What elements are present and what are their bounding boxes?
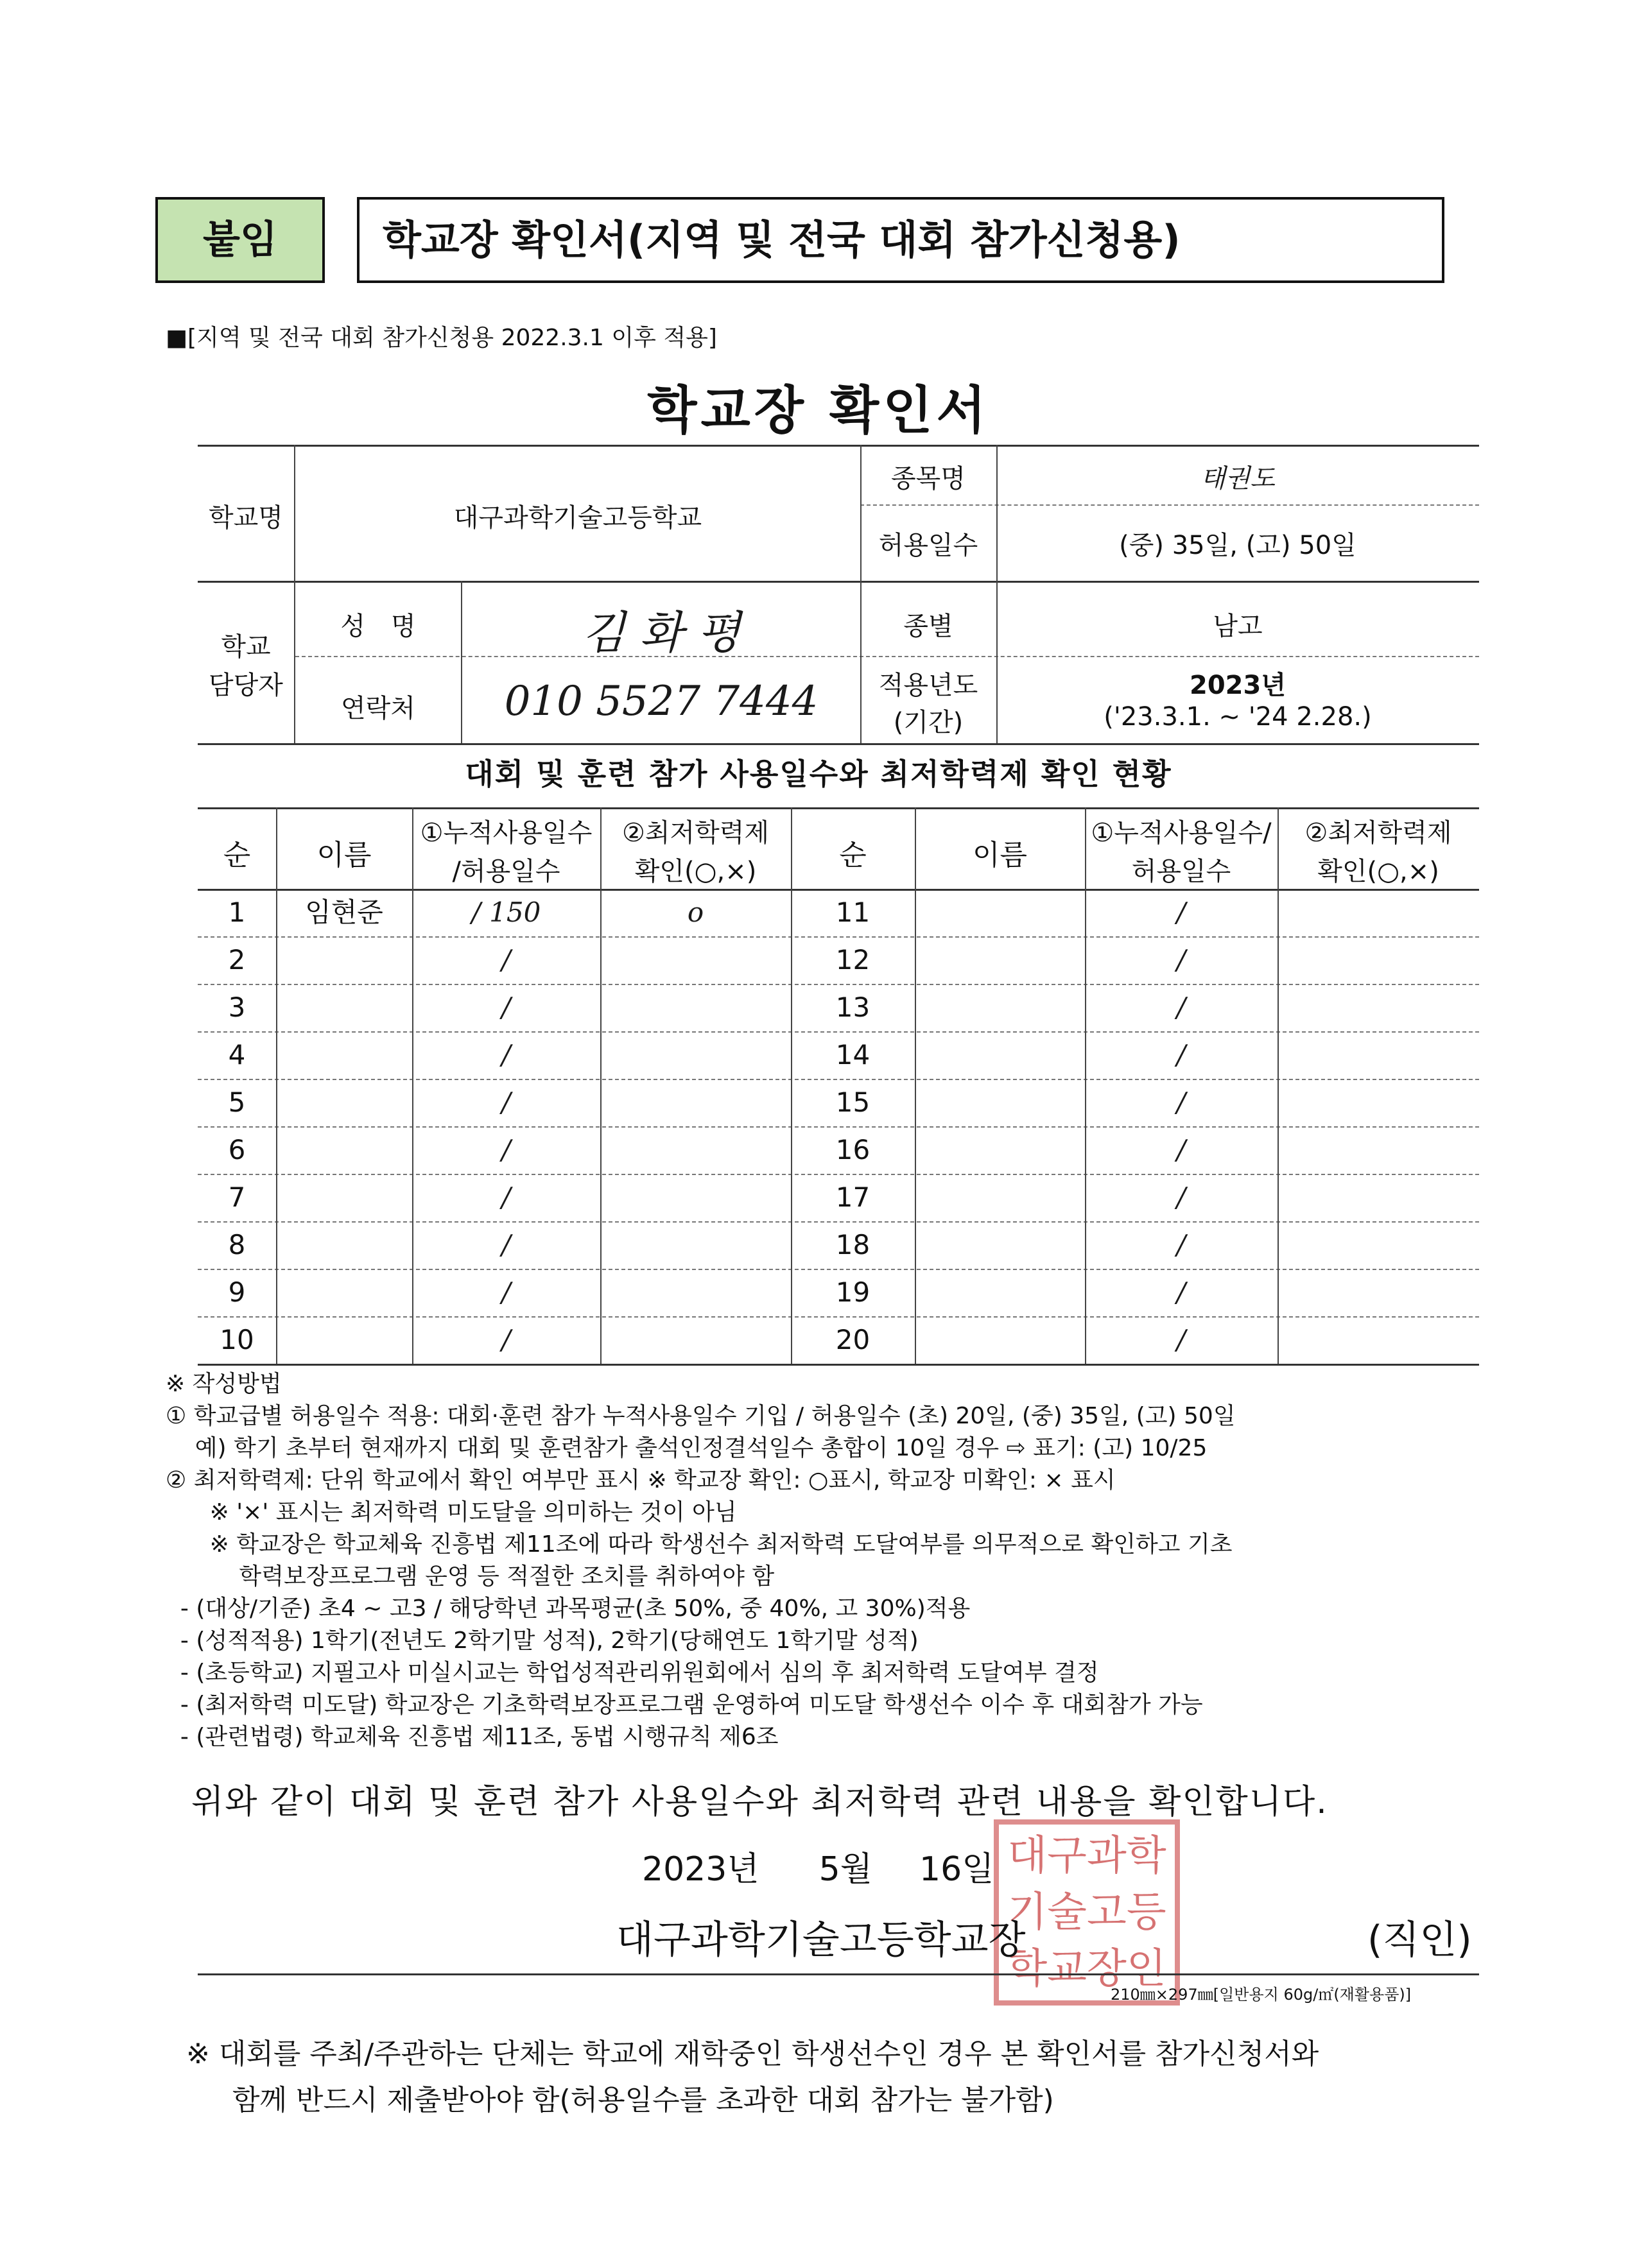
info-section-rule <box>198 581 1479 583</box>
header-seq-right: 순 <box>839 839 867 872</box>
signature-rule <box>198 1973 1479 1975</box>
table-cell-check <box>1278 889 1479 936</box>
table-cell-days: / <box>501 1229 511 1260</box>
table-cell-days: / <box>1176 992 1186 1023</box>
table-cell-name <box>915 1079 1085 1126</box>
header-days-left-2: /허용일수 <box>452 857 560 886</box>
table-cell-name <box>915 889 1085 936</box>
table-cell-check <box>1278 1079 1479 1126</box>
table-cell-seq: 5 <box>228 1087 246 1118</box>
signing-date <box>642 1842 994 1890</box>
table-cell-days: / 150 <box>471 897 541 928</box>
table-cell-name <box>915 1174 1085 1221</box>
table-cell-days: / <box>1176 1181 1186 1213</box>
table-cell-check <box>1278 984 1479 1031</box>
applied-period-value: ('23.3.1. ~ '24 2.28.) <box>1104 702 1372 732</box>
instruction-line: ※ '×' 표시는 최저학력 미도달을 의미하는 것이 아님 <box>166 1499 737 1525</box>
table-cell-days: / <box>501 992 511 1023</box>
seal-line: 학교장인 <box>1007 1945 1166 1993</box>
instruction-line: - (관련법령) 학교체육 진흥법 제11조, 동법 시행규칙 제6조 <box>166 1724 779 1750</box>
usage-section-title: 대회 및 훈련 참가 사용일수와 최저학력제 확인 현황 <box>465 757 1172 791</box>
header-days-left-1: ①누적사용일수 <box>420 818 593 848</box>
manager-label-line1: 학교 <box>221 632 271 662</box>
table-cell-days: / <box>1176 1324 1186 1355</box>
form-header-title: 학교장 확인서(지역 및 전국 대회 참가신청용) <box>357 197 1444 283</box>
event-value: 태권도 <box>1200 464 1275 494</box>
header-days-right-2: 허용일수 <box>1131 857 1231 886</box>
table-cell-seq: 1 <box>228 897 246 928</box>
table-cell-check <box>600 1221 791 1269</box>
submission-note-line2: 함께 반드시 제출받아야 함(허용일수를 초과한 대회 참가는 불가함) <box>232 2084 1054 2117</box>
table-cell-check <box>1278 1126 1479 1174</box>
table-cell-check: o <box>687 897 704 928</box>
instruction-line: 학력보장프로그램 운영 등 적절한 조치를 취하여야 함 <box>166 1563 775 1590</box>
table-cell-days: / <box>1176 897 1186 928</box>
table-cell-seq: 12 <box>835 944 870 975</box>
table-cell-seq: 8 <box>228 1229 246 1260</box>
table-cell-seq: 18 <box>835 1229 870 1260</box>
school-value: 대구과학기술고등학교 <box>453 503 702 533</box>
submission-note-line1: ※ 대회를 주최/주관하는 단체는 학교에 재학중인 학생선수인 경우 본 확인서를 참가신청서와 <box>186 2038 1319 2070</box>
instruction-line: - (성적적용) 1학기(전년도 2학기말 성적), 2학기(당해연도 1학기말 성적) <box>166 1628 919 1654</box>
table-cell-name <box>276 1316 412 1364</box>
table-cell-seq: 4 <box>228 1039 246 1070</box>
info-table-top-rule <box>198 445 1479 447</box>
table-cell-check <box>1278 1269 1479 1316</box>
applied-year-value: 2023년 <box>1190 671 1286 700</box>
table-cell-days: / <box>501 944 511 975</box>
manager-label-line2: 담당자 <box>209 671 283 700</box>
header-seq-left: 순 <box>223 839 251 872</box>
table-cell-days: / <box>501 1134 511 1165</box>
table-cell-seq: 16 <box>835 1134 870 1165</box>
table-cell-check <box>600 1079 791 1126</box>
table-cell-seq: 20 <box>835 1324 870 1355</box>
instruction-line: - (초등학교) 지필고사 미실시교는 학업성적관리위원회에서 심의 후 최저학력 도달여부 결정 <box>166 1660 1099 1686</box>
table-cell-name <box>276 1269 412 1316</box>
info-table-bottom-rule <box>198 743 1479 745</box>
table-cell-days: / <box>501 1087 511 1118</box>
table-cell-seq: 11 <box>835 897 870 928</box>
table-cell-name <box>915 1269 1085 1316</box>
table-cell-name <box>276 1079 412 1126</box>
table-cell-name <box>276 1221 412 1269</box>
table-cell-check <box>600 1174 791 1221</box>
table-cell-check <box>1278 1031 1479 1079</box>
usage-table-top-rule <box>198 807 1479 809</box>
submission-note <box>186 2031 1319 2124</box>
year-label-line2: (기간) <box>893 708 964 737</box>
table-cell-check <box>600 1316 791 1364</box>
table-cell-seq: 3 <box>228 992 246 1023</box>
table-cell-name <box>276 1174 412 1221</box>
table-cell-check <box>1278 936 1479 984</box>
paper-spec-note: 210㎜×297㎜[일반용지 60g/㎡(재활용품)] <box>1111 1986 1412 2004</box>
category-value: 남고 <box>1213 612 1263 641</box>
table-cell-days: / <box>501 1181 511 1213</box>
contact-handwritten: 010 5527 7444 <box>504 678 818 725</box>
header-min-right-1: ②최저학력제 <box>1304 818 1452 848</box>
table-cell-name <box>915 1221 1085 1269</box>
table-cell-days: / <box>1176 1039 1186 1070</box>
table-cell-seq: 13 <box>835 992 870 1023</box>
table-cell-days: / <box>1176 1087 1186 1118</box>
table-cell-name <box>276 1126 412 1174</box>
header-min-left-1: ②최저학력제 <box>621 818 770 848</box>
seal-label: (직인) <box>1367 1918 1472 1963</box>
instruction-line: ※ 작성방법 <box>166 1371 282 1397</box>
header-min-right-2: 확인(○,×) <box>1317 857 1439 886</box>
table-cell-days: / <box>1176 1229 1186 1260</box>
table-cell-days: / <box>1176 1276 1186 1308</box>
year-label-line1: 적용년도 <box>878 671 978 700</box>
table-cell-seq: 19 <box>835 1276 870 1308</box>
header-name-right: 이름 <box>972 839 1027 872</box>
confirmation-statement: 위와 같이 대회 및 훈련 참가 사용일수와 최저학력 관련 내용을 확인합니다. <box>191 1783 1328 1821</box>
table-cell-seq: 6 <box>228 1134 246 1165</box>
table-cell-check <box>1278 1316 1479 1364</box>
attachment-tag: 붙임 <box>155 197 325 283</box>
applicability-note: ■[지역 및 전국 대회 참가신청용 2022.3.1 이후 적용] <box>166 325 717 351</box>
table-cell-seq: 17 <box>835 1181 870 1213</box>
table-cell-days: / <box>501 1324 511 1355</box>
allowed-days-value: (중) 35일, (고) 50일 <box>1119 531 1356 560</box>
header-name-left: 이름 <box>316 839 372 872</box>
table-cell-check <box>1278 1174 1479 1221</box>
table-cell-name <box>915 1316 1085 1364</box>
table-cell-name <box>915 1031 1085 1079</box>
date-year: 2023년 <box>642 1850 759 1889</box>
name-label: 성 명 <box>340 612 416 641</box>
info-row-divider <box>860 504 1479 506</box>
contact-label: 연락처 <box>341 694 415 723</box>
table-cell-days: / <box>1176 944 1186 975</box>
principal-signature: 대구과학기술고등학교장 <box>616 1918 1026 1963</box>
usage-table-bottom-rule <box>198 1364 1479 1366</box>
date-day: 16일 <box>919 1850 994 1889</box>
header-days-right-1: ①누적사용일수/ <box>1091 818 1272 848</box>
table-cell-seq: 7 <box>228 1181 246 1213</box>
instruction-line: ② 최저학력제: 단위 학교에서 확인 여부만 표시 ※ 학교장 확인: ○표시, 학교장 미확인: × 표시 <box>166 1467 1116 1493</box>
event-label: 종목명 <box>891 464 966 494</box>
school-label: 학교명 <box>209 503 283 533</box>
table-cell-name <box>915 1126 1085 1174</box>
manager-name-handwritten: 김 화 평 <box>582 606 741 659</box>
writing-instructions <box>166 1368 1494 1753</box>
table-cell-check <box>600 1031 791 1079</box>
table-cell-check <box>600 1126 791 1174</box>
instruction-line: ※ 학교장은 학교체육 진흥법 제11조에 따라 학생선수 최저학력 도달여부를 의무적으로 확인하고 기초 <box>166 1531 1233 1558</box>
table-cell-name <box>276 936 412 984</box>
instruction-line: 예) 학기 초부터 현재까지 대회 및 훈련참가 출석인정결석일수 총합이 10일 경우 ⇨ 표기: (고) 10/25 <box>166 1435 1208 1461</box>
allowed-days-label: 허용일수 <box>878 531 978 560</box>
table-cell-seq: 14 <box>835 1039 870 1070</box>
instruction-line: - (대상/기준) 초4 ~ 고3 / 해당학년 과목평균(초 50%, 중 40%, 고 30%)적용 <box>166 1595 971 1622</box>
seal-line: 대구과학 <box>1007 1832 1166 1880</box>
table-cell-days: / <box>1176 1134 1186 1165</box>
seal-line: 기술고등 <box>1007 1889 1166 1936</box>
table-cell-name <box>915 984 1085 1031</box>
table-cell-check <box>1278 1221 1479 1269</box>
table-cell-check <box>600 984 791 1031</box>
table-cell-check <box>600 1269 791 1316</box>
table-cell-check <box>600 936 791 984</box>
table-cell-name <box>915 936 1085 984</box>
header-min-left-2: 확인(○,×) <box>634 857 757 886</box>
document-title: 학교장 확인서 <box>647 381 990 440</box>
table-cell-seq: 2 <box>228 944 246 975</box>
date-month: 5월 <box>818 1850 872 1889</box>
instruction-line: ① 학교급별 허용일수 적용: 대회·훈련 참가 누적사용일수 기입 / 허용일수 (초) 20일, (중) 35일, (고) 50일 <box>166 1403 1236 1429</box>
table-cell-name <box>276 1031 412 1079</box>
instruction-line: - (최저학력 미도달) 학교장은 기초학력보장프로그램 운영하여 미도달 학생선수 이수 후 대회참가 가능 <box>166 1692 1203 1718</box>
table-cell-name <box>276 984 412 1031</box>
category-label: 종별 <box>903 612 953 641</box>
table-cell-days: / <box>501 1276 511 1308</box>
table-cell-days: / <box>501 1039 511 1070</box>
table-cell-seq: 9 <box>228 1276 246 1308</box>
table-cell-seq: 10 <box>220 1324 254 1355</box>
table-cell-name: 임현준 <box>305 897 383 928</box>
table-cell-seq: 15 <box>835 1087 870 1118</box>
